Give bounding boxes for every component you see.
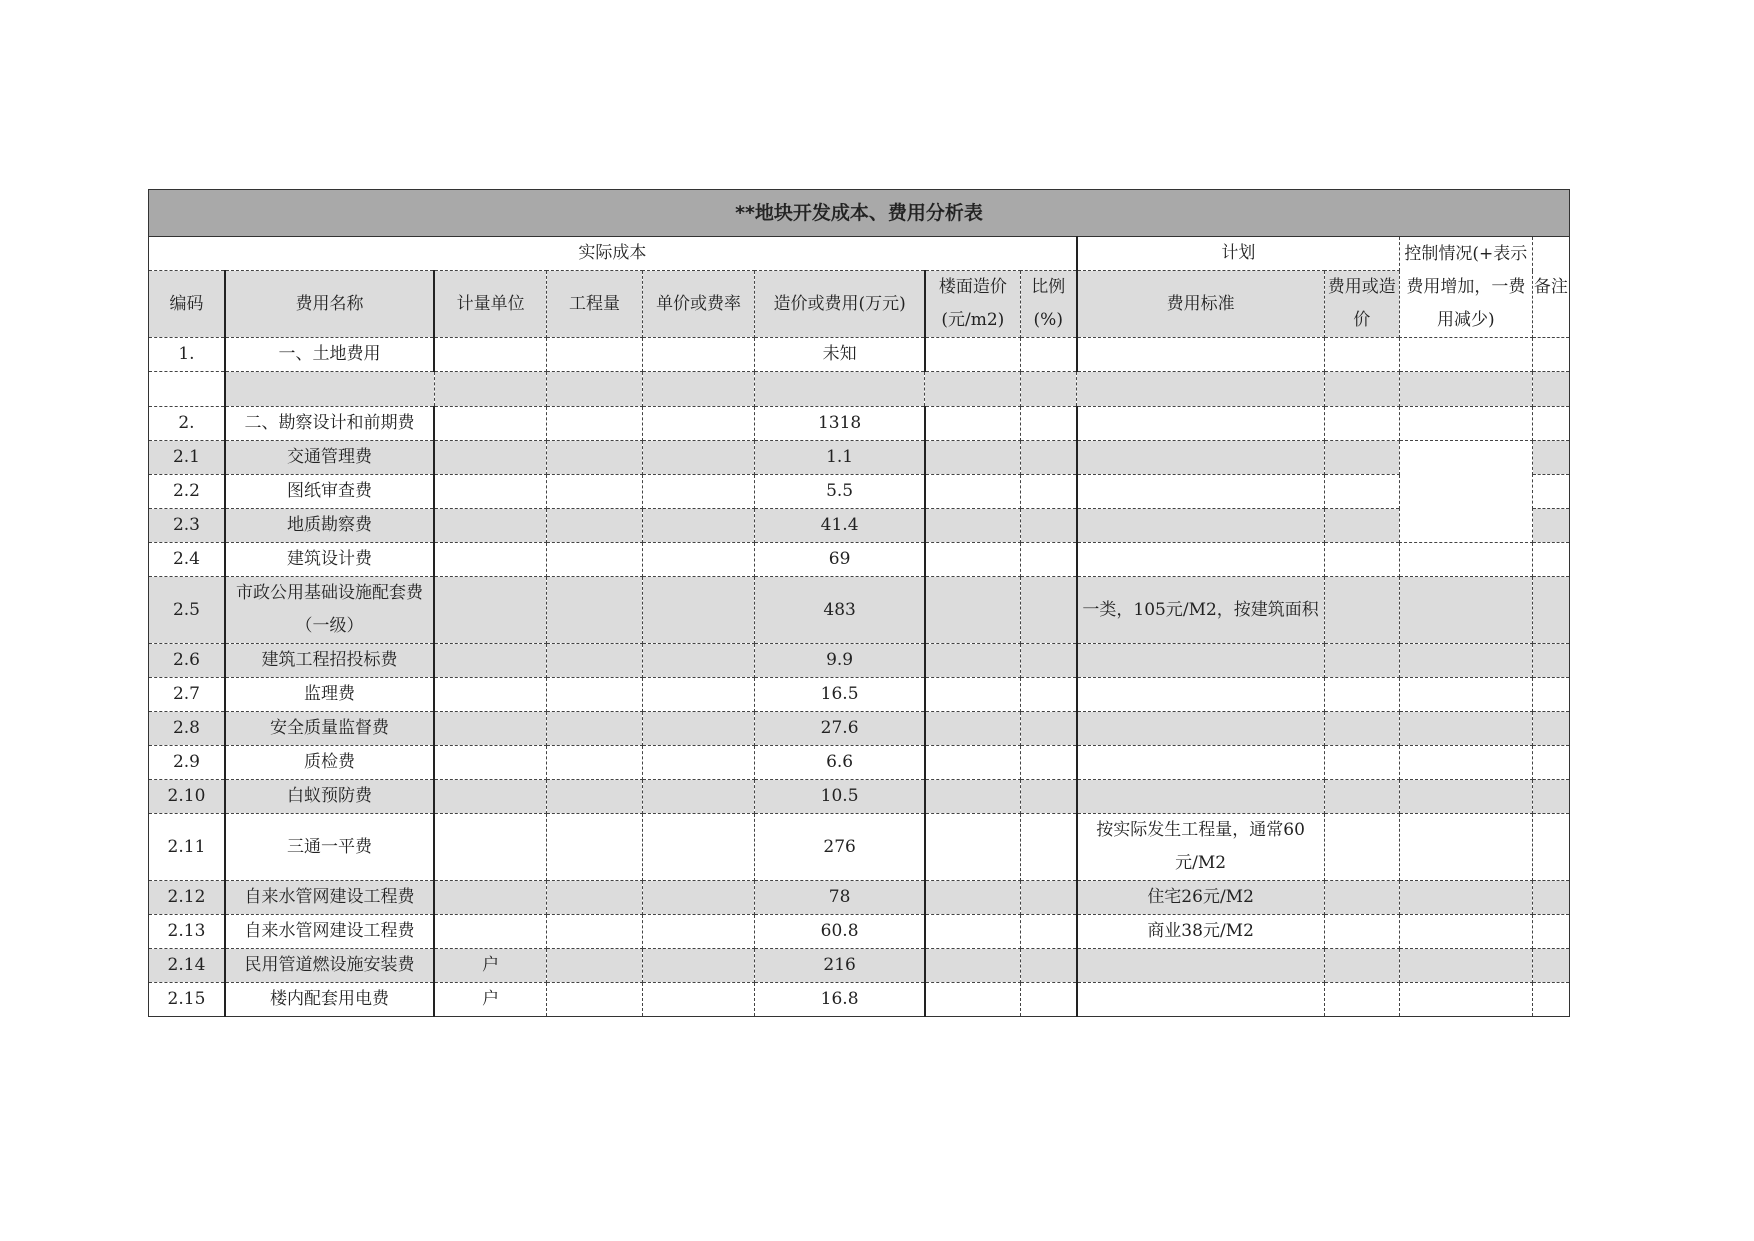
- cell-price: [642, 881, 755, 915]
- table-title: **地块开发成本、费用分析表: [149, 190, 1570, 237]
- cell-qty: [547, 543, 643, 577]
- spacer-cell: [547, 372, 643, 407]
- table-row: [149, 509, 1570, 543]
- table-row: [149, 746, 1570, 780]
- cell-floor-cost: [925, 407, 1021, 441]
- cell-remark: [1532, 983, 1569, 1017]
- table-row: [149, 712, 1570, 746]
- cell-plan-cost: [1324, 475, 1399, 509]
- cell-price: [642, 543, 755, 577]
- cell-control: [1399, 678, 1532, 712]
- cell-qty: [547, 983, 643, 1017]
- cell-code: 2.3: [149, 509, 225, 543]
- cell-price: [642, 983, 755, 1017]
- cell-ratio: [1020, 780, 1076, 814]
- cell-name: 民用管道燃设施安装费: [225, 949, 434, 983]
- cell-floor-cost: [925, 814, 1021, 881]
- spacer-cell: [1532, 372, 1569, 407]
- cell-cost: 69: [755, 543, 925, 577]
- cell-plan-cost: [1324, 949, 1399, 983]
- cell-price: [642, 746, 755, 780]
- cell-standard: 按实际发生工程量，通常60元/M2: [1077, 814, 1324, 881]
- cell-price: [642, 780, 755, 814]
- cell-price: [642, 915, 755, 949]
- cell-name: 监理费: [225, 678, 434, 712]
- cell-unit: [434, 644, 547, 678]
- table-row: [149, 949, 1570, 983]
- cell-plan-cost: [1324, 983, 1399, 1017]
- spacer-cell: [925, 372, 1021, 407]
- cell-remark: [1532, 915, 1569, 949]
- cell-remark: [1532, 543, 1569, 577]
- cell-ratio: [1020, 543, 1076, 577]
- cell-code: 2.1: [149, 441, 225, 475]
- cell-qty: [547, 338, 643, 372]
- cell-code: 2.8: [149, 712, 225, 746]
- cell-unit: [434, 678, 547, 712]
- cell-floor-cost: [925, 441, 1021, 475]
- cell-name: 一、土地费用: [225, 338, 434, 372]
- table-row: [149, 475, 1570, 509]
- cell-standard: 一类，105元/M2，按建筑面积: [1077, 577, 1324, 644]
- cell-standard: [1077, 543, 1324, 577]
- cell-cost: 483: [755, 577, 925, 644]
- cell-remark: [1532, 780, 1569, 814]
- cell-floor-cost: [925, 881, 1021, 915]
- cell-unit: [434, 441, 547, 475]
- cell-remark: [1532, 475, 1569, 509]
- spacer-cell: [1020, 372, 1076, 407]
- cell-name: 安全质量监督费: [225, 712, 434, 746]
- cell-cost: 未知: [755, 338, 925, 372]
- cell-unit: [434, 881, 547, 915]
- cell-remark: [1532, 712, 1569, 746]
- cell-qty: [547, 949, 643, 983]
- cell-cost: 9.9: [755, 644, 925, 678]
- cell-standard: [1077, 780, 1324, 814]
- cell-standard: [1077, 441, 1324, 475]
- cell-unit: [434, 577, 547, 644]
- cell-remark: [1532, 881, 1569, 915]
- cell-cost: 27.6: [755, 712, 925, 746]
- cell-unit: [434, 915, 547, 949]
- cell-name: 图纸审查费: [225, 475, 434, 509]
- cell-unit: [434, 712, 547, 746]
- cell-code: 2.9: [149, 746, 225, 780]
- cell-plan-cost: [1324, 338, 1399, 372]
- cell-code: 1.: [149, 338, 225, 372]
- cell-name: 自来水管网建设工程费: [225, 881, 434, 915]
- spacer-cell: [1077, 372, 1324, 407]
- cell-plan-cost: [1324, 644, 1399, 678]
- cell-plan-cost: [1324, 678, 1399, 712]
- table-row: [149, 577, 1570, 644]
- cell-control: [1399, 543, 1532, 577]
- cell-standard: [1077, 338, 1324, 372]
- cell-name: 白蚁预防费: [225, 780, 434, 814]
- cell-name: 地质勘察费: [225, 509, 434, 543]
- cell-cost: 60.8: [755, 915, 925, 949]
- cell-qty: [547, 746, 643, 780]
- cell-standard: 住宅26元/M2: [1077, 881, 1324, 915]
- cell-unit: [434, 509, 547, 543]
- spacer-cell: [1399, 372, 1532, 407]
- cell-floor-cost: [925, 644, 1021, 678]
- cell-ratio: [1020, 509, 1076, 543]
- cell-remark: [1532, 407, 1569, 441]
- cell-ratio: [1020, 949, 1076, 983]
- cell-remark: [1532, 644, 1569, 678]
- cell-plan-cost: [1324, 441, 1399, 475]
- cell-cost: 216: [755, 949, 925, 983]
- cell-name: 建筑设计费: [225, 543, 434, 577]
- cell-ratio: [1020, 712, 1076, 746]
- cell-standard: [1077, 746, 1324, 780]
- cell-qty: [547, 814, 643, 881]
- cell-name: 建筑工程招投标费: [225, 644, 434, 678]
- spacer-cell: [225, 372, 434, 407]
- cell-control: [1399, 983, 1532, 1017]
- spacer-cell: [642, 372, 755, 407]
- cell-price: [642, 475, 755, 509]
- cell-qty: [547, 915, 643, 949]
- group-control-status: 控制情况(+表示费用增加，一费用减少): [1399, 237, 1532, 338]
- cell-unit: [434, 407, 547, 441]
- cell-name: 三通一平费: [225, 814, 434, 881]
- cell-unit: 户: [434, 983, 547, 1017]
- col-header-unit: 计量单位: [434, 271, 547, 338]
- cell-control: [1399, 644, 1532, 678]
- spacer-cell: [755, 372, 925, 407]
- cell-floor-cost: [925, 949, 1021, 983]
- cell-remark: [1532, 949, 1569, 983]
- table-row: [149, 983, 1570, 1017]
- col-header-name: 费用名称: [225, 271, 434, 338]
- cell-code: 2.12: [149, 881, 225, 915]
- col-header-ratio: 比例(%): [1020, 271, 1076, 338]
- col-header-standard: 费用标准: [1077, 271, 1324, 338]
- cell-plan-cost: [1324, 407, 1399, 441]
- cell-cost: 276: [755, 814, 925, 881]
- cell-plan-cost: [1324, 577, 1399, 644]
- table-row: [149, 881, 1570, 915]
- cell-plan-cost: [1324, 780, 1399, 814]
- cell-qty: [547, 509, 643, 543]
- cell-cost: 10.5: [755, 780, 925, 814]
- cell-remark: [1532, 441, 1569, 475]
- cell-plan-cost: [1324, 509, 1399, 543]
- cell-qty: [547, 441, 643, 475]
- cell-price: [642, 644, 755, 678]
- cell-floor-cost: [925, 338, 1021, 372]
- cell-price: [642, 814, 755, 881]
- cell-control: [1399, 814, 1532, 881]
- col-header-code: 编码: [149, 271, 225, 338]
- cell-floor-cost: [925, 543, 1021, 577]
- table-row: [149, 441, 1570, 475]
- cell-standard: [1077, 949, 1324, 983]
- cell-floor-cost: [925, 983, 1021, 1017]
- cell-ratio: [1020, 577, 1076, 644]
- cell-floor-cost: [925, 780, 1021, 814]
- table-body: [149, 338, 1570, 1017]
- cell-qty: [547, 712, 643, 746]
- cell-cost: 41.4: [755, 509, 925, 543]
- group-remark: 备注: [1532, 237, 1569, 338]
- cell-name: 二、勘察设计和前期费: [225, 407, 434, 441]
- cell-control: [1399, 780, 1532, 814]
- spacer-cell: [434, 372, 547, 407]
- cell-code: 2.15: [149, 983, 225, 1017]
- table-row: [149, 780, 1570, 814]
- cell-standard: [1077, 509, 1324, 543]
- cell-price: [642, 441, 755, 475]
- cell-name: 自来水管网建设工程费: [225, 915, 434, 949]
- cell-floor-cost: [925, 678, 1021, 712]
- spacer-cell: [149, 372, 225, 407]
- col-header-plan-cost: 费用或造价: [1324, 271, 1399, 338]
- cell-code: 2.10: [149, 780, 225, 814]
- cell-qty: [547, 678, 643, 712]
- cell-standard: [1077, 644, 1324, 678]
- group-plan: 计划: [1077, 237, 1400, 271]
- cell-control: [1399, 881, 1532, 915]
- cell-control: [1399, 712, 1532, 746]
- cell-cost: 1318: [755, 407, 925, 441]
- table-row: [149, 338, 1570, 372]
- cell-ratio: [1020, 881, 1076, 915]
- table-row: [149, 915, 1570, 949]
- table-row: [149, 644, 1570, 678]
- cell-ratio: [1020, 915, 1076, 949]
- cell-standard: [1077, 475, 1324, 509]
- cell-remark: [1532, 678, 1569, 712]
- cell-plan-cost: [1324, 915, 1399, 949]
- cell-ratio: [1020, 983, 1076, 1017]
- cell-standard: [1077, 678, 1324, 712]
- cell-code: 2.11: [149, 814, 225, 881]
- cell-unit: [434, 338, 547, 372]
- cell-ratio: [1020, 678, 1076, 712]
- cell-code: 2.14: [149, 949, 225, 983]
- cell-standard: [1077, 712, 1324, 746]
- table-row: [149, 407, 1570, 441]
- cell-floor-cost: [925, 475, 1021, 509]
- cell-floor-cost: [925, 509, 1021, 543]
- col-header-qty: 工程量: [547, 271, 643, 338]
- cell-code: 2.4: [149, 543, 225, 577]
- cell-cost: 78: [755, 881, 925, 915]
- cell-floor-cost: [925, 712, 1021, 746]
- cell-control: [1399, 441, 1532, 543]
- group-actual-cost: 实际成本: [149, 237, 1077, 271]
- cell-ratio: [1020, 338, 1076, 372]
- cell-cost: 5.5: [755, 475, 925, 509]
- cell-qty: [547, 475, 643, 509]
- cell-cost: 1.1: [755, 441, 925, 475]
- cell-floor-cost: [925, 915, 1021, 949]
- cell-cost: 6.6: [755, 746, 925, 780]
- cell-standard: [1077, 407, 1324, 441]
- cell-qty: [547, 407, 643, 441]
- cell-code: 2.: [149, 407, 225, 441]
- col-header-cost: 造价或费用(万元): [755, 271, 925, 338]
- cell-qty: [547, 644, 643, 678]
- cell-plan-cost: [1324, 543, 1399, 577]
- table-row: [149, 678, 1570, 712]
- cell-cost: 16.5: [755, 678, 925, 712]
- cell-price: [642, 509, 755, 543]
- cell-unit: 户: [434, 949, 547, 983]
- cell-control: [1399, 338, 1532, 372]
- cell-name: 交通管理费: [225, 441, 434, 475]
- cell-plan-cost: [1324, 814, 1399, 881]
- cell-qty: [547, 881, 643, 915]
- cell-ratio: [1020, 644, 1076, 678]
- cell-plan-cost: [1324, 746, 1399, 780]
- spacer-cell: [1324, 372, 1399, 407]
- cell-control: [1399, 949, 1532, 983]
- cell-name: 质检费: [225, 746, 434, 780]
- cell-standard: [1077, 983, 1324, 1017]
- table-row: [149, 814, 1570, 881]
- cell-name: 楼内配套用电费: [225, 983, 434, 1017]
- cell-price: [642, 678, 755, 712]
- cell-control: [1399, 407, 1532, 441]
- cell-price: [642, 407, 755, 441]
- cell-price: [642, 712, 755, 746]
- cell-name: 市政公用基础设施配套费（一级）: [225, 577, 434, 644]
- spacer-row: [149, 372, 1570, 407]
- cell-unit: [434, 814, 547, 881]
- cell-ratio: [1020, 814, 1076, 881]
- cell-remark: [1532, 509, 1569, 543]
- cell-control: [1399, 746, 1532, 780]
- cell-control: [1399, 915, 1532, 949]
- cell-unit: [434, 543, 547, 577]
- cell-unit: [434, 780, 547, 814]
- cell-plan-cost: [1324, 712, 1399, 746]
- cell-standard: 商业38元/M2: [1077, 915, 1324, 949]
- cell-unit: [434, 746, 547, 780]
- cell-floor-cost: [925, 746, 1021, 780]
- cell-floor-cost: [925, 577, 1021, 644]
- cell-ratio: [1020, 475, 1076, 509]
- cell-code: 2.6: [149, 644, 225, 678]
- cell-ratio: [1020, 407, 1076, 441]
- col-header-price: 单价或费率: [642, 271, 755, 338]
- cell-remark: [1532, 746, 1569, 780]
- cell-qty: [547, 780, 643, 814]
- cell-ratio: [1020, 746, 1076, 780]
- col-header-floor-cost: 楼面造价(元/m2): [925, 271, 1021, 338]
- cell-code: 2.7: [149, 678, 225, 712]
- cell-ratio: [1020, 441, 1076, 475]
- cell-unit: [434, 475, 547, 509]
- cell-qty: [547, 577, 643, 644]
- cell-remark: [1532, 814, 1569, 881]
- cell-code: 2.5: [149, 577, 225, 644]
- cell-remark: [1532, 338, 1569, 372]
- cell-price: [642, 949, 755, 983]
- cell-code: 2.13: [149, 915, 225, 949]
- cell-plan-cost: [1324, 881, 1399, 915]
- cost-analysis-table: [148, 189, 1570, 1017]
- cell-remark: [1532, 577, 1569, 644]
- cell-control: [1399, 577, 1532, 644]
- cell-code: 2.2: [149, 475, 225, 509]
- cell-price: [642, 577, 755, 644]
- cell-cost: 16.8: [755, 983, 925, 1017]
- cell-price: [642, 338, 755, 372]
- table-row: [149, 543, 1570, 577]
